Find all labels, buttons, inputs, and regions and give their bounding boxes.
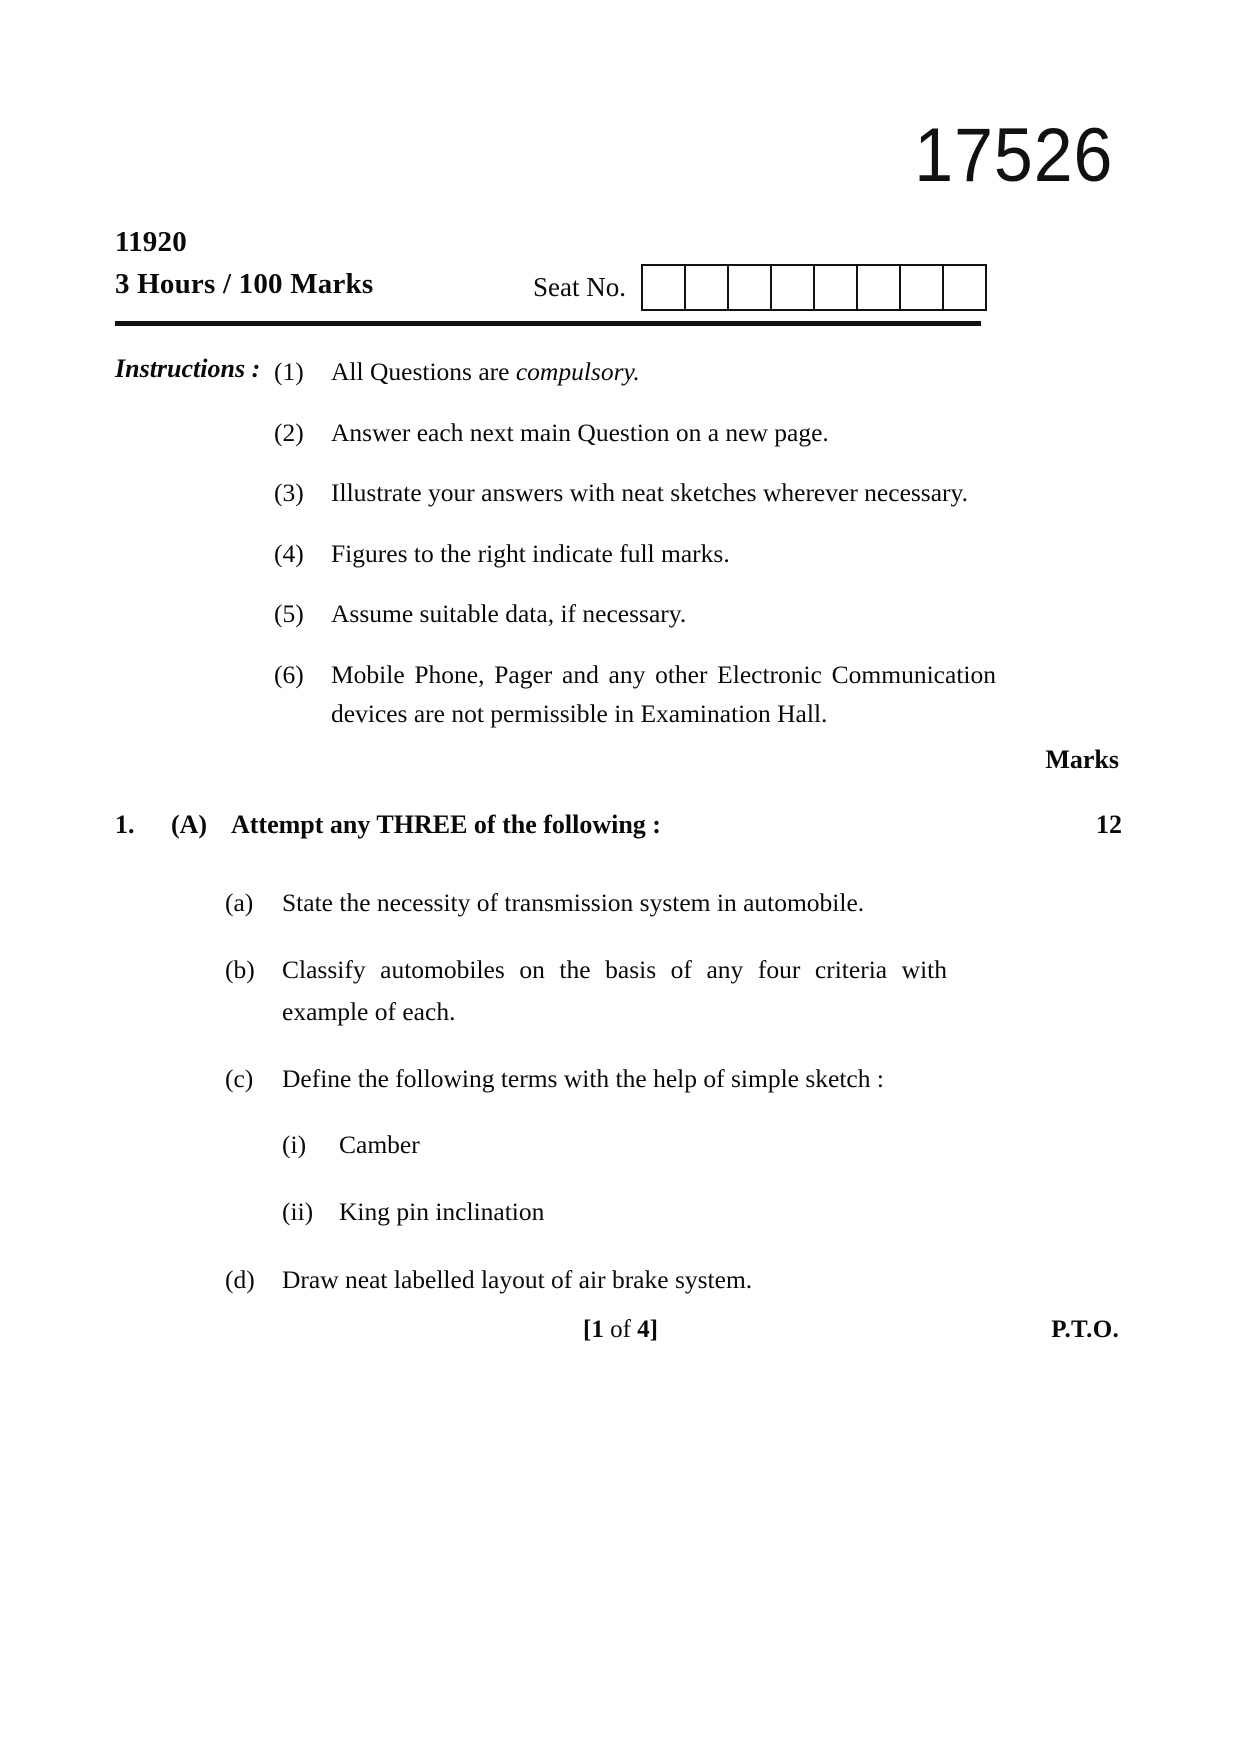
sub-question-label: (d): [225, 1264, 255, 1294]
question-part-label: (A): [171, 810, 208, 839]
roman-text: King pin inclination: [339, 1196, 545, 1226]
question-marks: 12: [1096, 810, 1122, 839]
sub-question: [225, 882, 1125, 923]
instructions-block: [115, 352, 1125, 755]
instructions-list: [274, 352, 1125, 734]
instructions-label: Instructions :: [115, 354, 261, 383]
instruction-number: (3): [274, 478, 304, 508]
duration-and-marks: 3 Hours / 100 Marks: [115, 267, 374, 300]
roman-label: (i): [282, 1130, 307, 1160]
instruction-text: Answer each next main Question on a new page.: [331, 417, 829, 447]
instruction-text-plain: All Questions are: [331, 357, 516, 386]
question-number: 1.: [115, 810, 135, 839]
seat-cell[interactable]: [815, 266, 858, 309]
question-main-row: [115, 810, 1125, 840]
instruction-text: Figures to the right indicate full marks.: [331, 538, 730, 568]
sub-question-list: [225, 882, 1125, 1300]
roman-label: (ii): [282, 1196, 314, 1226]
sub-question-text: Classify automobiles on the basis of any four criteria with example of each.: [282, 955, 947, 1026]
instruction-text-italic: compulsory.: [515, 357, 640, 386]
instruction-item: [274, 534, 1125, 574]
sub-question: [225, 1259, 1125, 1300]
instruction-text: Mobile Phone, Pager and any other Electronic Communication devices are not permissible in Examination Hall.: [331, 659, 996, 729]
sub-question-label: (a): [225, 888, 254, 917]
pto-label: P.T.O.: [1051, 1316, 1119, 1343]
page-indicator-of: of: [610, 1316, 631, 1343]
sub-question-text: State the necessity of transmission system in automobile.: [282, 888, 865, 917]
sub-question: [225, 1058, 1125, 1099]
seat-number-label: Seat No.: [533, 272, 626, 302]
page-indicator: [115, 1316, 1126, 1344]
marks-column-header: Marks: [1045, 745, 1119, 774]
instruction-number: (1): [274, 357, 304, 386]
seat-cell[interactable]: [944, 266, 987, 309]
instruction-item: [274, 413, 1125, 453]
roman-sub-question: [282, 1192, 1125, 1233]
seat-cell[interactable]: [729, 266, 772, 309]
seat-cell[interactable]: [901, 266, 944, 309]
sub-question-label: (c): [225, 1063, 254, 1093]
seat-cell[interactable]: [858, 266, 901, 309]
seat-cell[interactable]: [686, 266, 729, 309]
page-indicator-prefix: [1: [583, 1316, 611, 1343]
roman-sub-question: [282, 1125, 1125, 1166]
instruction-number: (4): [274, 538, 304, 568]
seat-cell[interactable]: [772, 266, 815, 309]
instruction-item: [274, 655, 1125, 734]
instruction-text: Illustrate your answers with neat sketches wherever necessary.: [331, 478, 969, 508]
instruction-number: (6): [274, 659, 304, 689]
roman-text: Camber: [339, 1130, 420, 1160]
page-indicator-suffix: 4]: [630, 1316, 658, 1343]
question-title: Attempt any THREE of the following :: [231, 810, 661, 839]
instruction-item: [274, 473, 1125, 513]
instruction-number: (5): [274, 599, 304, 629]
seat-number-field[interactable]: [533, 264, 987, 311]
subject-code: 11920: [115, 226, 187, 258]
sub-question-text: Define the following terms with the help of simple sketch :: [282, 1063, 884, 1093]
instruction-text: Assume suitable data, if necessary.: [331, 599, 687, 629]
sub-question: [225, 949, 1125, 1032]
question-block: [115, 810, 1125, 1326]
page-footer: [115, 1316, 1126, 1356]
instruction-item: [274, 352, 1125, 392]
sub-question-text: Draw neat labelled layout of air brake system.: [282, 1264, 753, 1294]
instruction-text: [331, 352, 1125, 392]
sub-question-label: (b): [225, 955, 255, 985]
seat-number-boxes[interactable]: [641, 264, 987, 311]
paper-code: 17526: [913, 113, 1113, 198]
instruction-item: [274, 594, 1125, 634]
instruction-number: (2): [274, 417, 304, 447]
roman-sub-list: [282, 1125, 1125, 1233]
header-divider: [115, 321, 981, 326]
seat-cell[interactable]: [643, 266, 686, 309]
